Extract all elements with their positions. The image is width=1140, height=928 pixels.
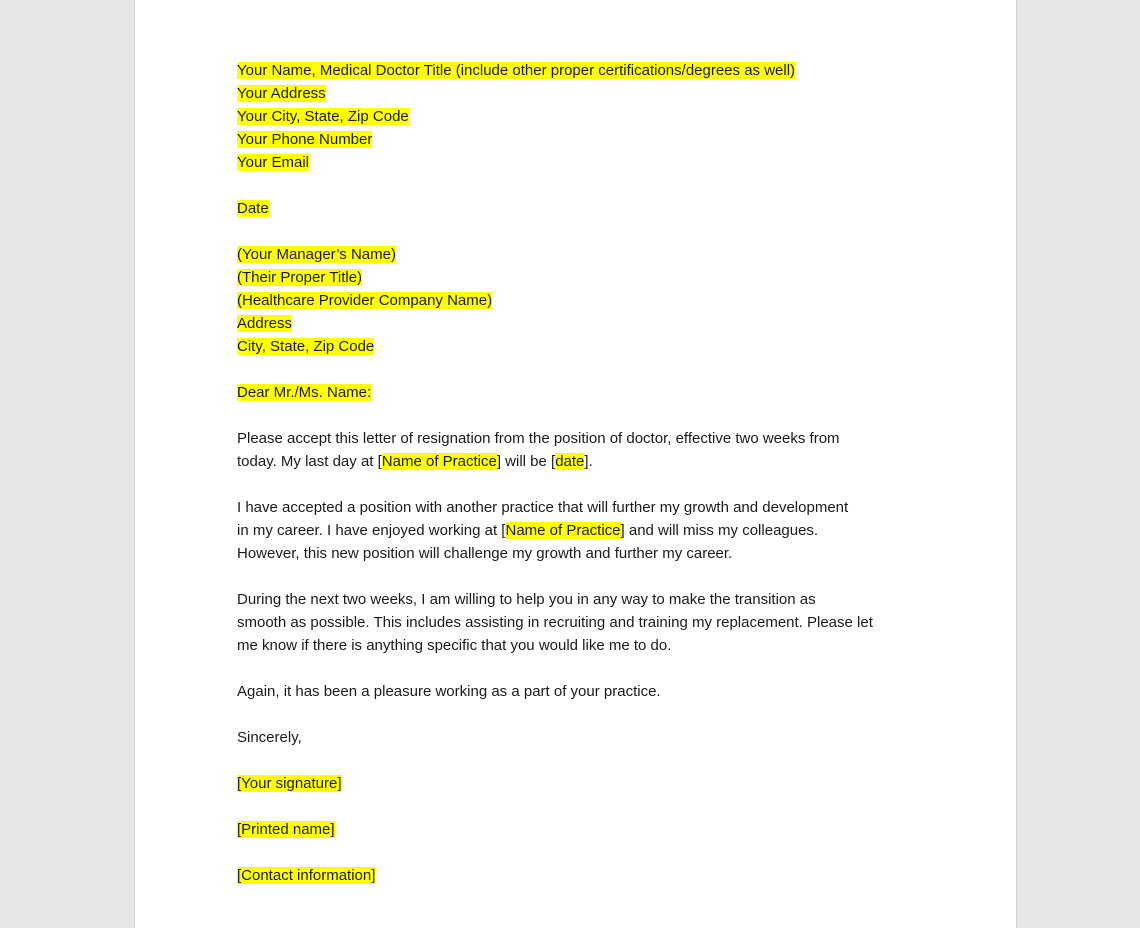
sender-address: Your Address [237, 85, 326, 102]
sender-city-state-zip: Your City, State, Zip Code [237, 108, 409, 125]
date-line [237, 197, 927, 220]
recipient-city-line [237, 335, 927, 358]
recipient-name-line [237, 243, 927, 266]
practice-name-placeholder: Name of Practice [381, 453, 497, 470]
paragraph-thanks: Again, it has been a pleasure working as a part of your practice. [237, 683, 661, 700]
paragraph2-line1: I have accepted a position with another practice that will further my growth and development [237, 499, 849, 516]
sender-email: Your Email [237, 154, 309, 171]
recipient-manager-name: (Your Manager’s Name) [237, 246, 396, 263]
paragraph1-line2 [237, 450, 927, 473]
spacer [237, 404, 927, 427]
signature-line [237, 772, 927, 795]
signature-placeholder: [Your signature] [237, 775, 342, 792]
spacer [237, 565, 927, 588]
printed-name-line [237, 818, 927, 841]
paragraph-new-position [237, 496, 927, 565]
practice-name-placeholder: Name of Practice [505, 522, 621, 539]
spacer [237, 795, 927, 818]
sender-phone: Your Phone Number [237, 131, 373, 148]
spacer [237, 657, 927, 680]
letter-body [237, 59, 927, 887]
paragraph-transition [237, 588, 927, 657]
sender-email-line [237, 151, 927, 174]
text-fragment: ] and will miss my colleagues. [620, 522, 819, 539]
paragraph3-line2: smooth as possible. This includes assisting in recruiting and training my replacement. Please let [237, 614, 873, 631]
contact-info-placeholder: [Contact information] [237, 867, 376, 884]
sender-name-title: Your Name, Medical Doctor Title (include other proper certifications/degrees as well) [237, 62, 796, 79]
contact-info-line [237, 864, 927, 887]
closing: Sincerely, [237, 729, 302, 746]
recipient-company: (Healthcare Provider Company Name) [237, 292, 493, 309]
recipient-address: Address [237, 315, 293, 332]
sender-city-line [237, 105, 927, 128]
salutation: Dear Mr./Ms. Name: [237, 384, 372, 401]
paragraph2-line2 [237, 519, 927, 542]
date-placeholder: date [555, 453, 585, 470]
salutation-line [237, 381, 927, 404]
spacer [237, 174, 927, 197]
printed-name-placeholder: [Printed name] [237, 821, 335, 838]
paragraph3-line1: During the next two weeks, I am willing to help you in any way to make the transition as [237, 591, 816, 608]
recipient-address-line [237, 312, 927, 335]
spacer [237, 841, 927, 864]
spacer [237, 220, 927, 243]
recipient-company-line [237, 289, 927, 312]
paragraph-resignation [237, 427, 927, 473]
spacer [237, 703, 927, 726]
sender-address-line [237, 82, 927, 105]
letter-date: Date [237, 200, 269, 217]
text-fragment: today. My last day at [ [237, 453, 382, 470]
text-fragment: ] will be [ [496, 453, 556, 470]
sender-phone-line [237, 128, 927, 151]
spacer [237, 473, 927, 496]
paragraph2-line3: However, this new position will challenge my growth and further my career. [237, 545, 733, 562]
text-fragment: in my career. I have enjoyed working at [ [237, 522, 506, 539]
paragraph1-line1: Please accept this letter of resignation from the position of doctor, effective two weeks from [237, 430, 840, 447]
sender-block-name [237, 59, 927, 82]
text-fragment: ]. [584, 453, 593, 470]
spacer [237, 358, 927, 381]
document-page [134, 0, 1017, 928]
recipient-city-state-zip: City, State, Zip Code [237, 338, 375, 355]
recipient-title-line [237, 266, 927, 289]
spacer [237, 749, 927, 772]
recipient-title: (Their Proper Title) [237, 269, 363, 286]
paragraph3-line3: me know if there is anything specific that you would like me to do. [237, 637, 672, 654]
